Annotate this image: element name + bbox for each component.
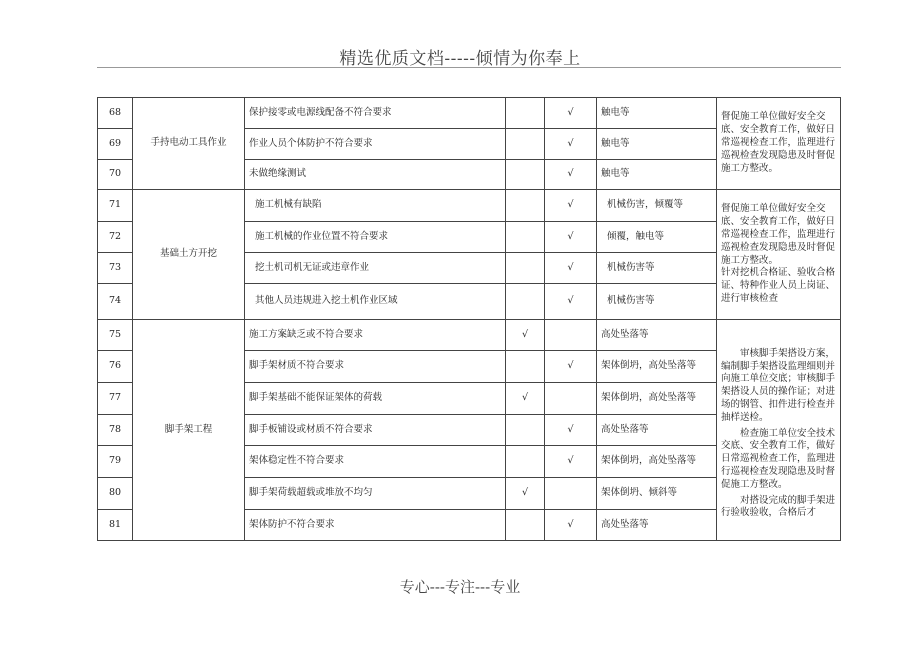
row-number: 69 [98,129,133,160]
hazard-description: 挖土机司机无证或违章作业 [245,253,506,284]
hazard-description: 脚手板铺设或材质不符合要求 [245,415,506,446]
consequence: 触电等 [597,98,717,129]
table-row [98,190,841,222]
consequence: 架体倒坍、倾斜等 [597,478,717,510]
row-number: 73 [98,253,133,284]
row-number: 71 [98,190,133,222]
check-col-1 [506,129,545,160]
group-earthwork: 基础土方开挖 [133,190,245,320]
hazard-description: 其他人员违规进入挖土机作业区域 [245,284,506,320]
check-col-1 [506,446,545,478]
hazard-description: 脚手架材质不符合要求 [245,351,506,383]
hazard-description: 作业人员个体防护不符合要求 [245,129,506,160]
consequence: 倾覆，触电等 [597,222,717,253]
check-col-1 [506,160,545,190]
table-row [98,98,841,129]
check-col-2: √ [545,510,597,541]
table-row [98,320,841,351]
hazard-description: 施工机械的作业位置不符合要求 [245,222,506,253]
consequence: 架体倒坍，高处坠落等 [597,383,717,415]
consequence: 架体倒坍，高处坠落等 [597,446,717,478]
check-col-2: √ [545,129,597,160]
check-col-2 [545,320,597,351]
check-col-1 [506,351,545,383]
row-number: 78 [98,415,133,446]
check-col-2: √ [545,222,597,253]
check-col-2: √ [545,351,597,383]
check-col-2: √ [545,253,597,284]
hazard-description: 脚手架荷载超载或堆放不均匀 [245,478,506,510]
consequence: 高处坠落等 [597,415,717,446]
check-col-1: √ [506,478,545,510]
measure-text-accept: 对搭设完成的脚手架进行验收验收，合格后才 [721,494,836,519]
consequence: 机械伤害，倾覆等 [597,190,717,222]
row-number: 68 [98,98,133,129]
header-divider [97,67,841,68]
row-number: 76 [98,351,133,383]
measure-text-license: 针对挖机合格证、验收合格证、特种作业人员上岗证、进行审核检查 [721,267,836,304]
page-header: 精选优质文档-----倾情为你奉上 [339,49,581,69]
row-number: 70 [98,160,133,190]
check-col-1: √ [506,383,545,415]
check-col-1 [506,253,545,284]
check-col-2: √ [545,446,597,478]
row-number: 74 [98,284,133,320]
measure-handtools [717,98,841,190]
row-number: 77 [98,383,133,415]
check-col-1 [506,284,545,320]
check-col-2 [545,478,597,510]
hazard-description: 保护接零或电源线配备不符合要求 [245,98,506,129]
consequence: 触电等 [597,160,717,190]
hazard-description: 施工机械有缺陷 [245,190,506,222]
measure-earthwork [717,190,841,320]
measure-text: 督促施工单位做好安全交底、安全教育工作，做好日常巡视检查工作，监理进行巡视检查发现隐患及时督促施工方整改。 [721,203,836,266]
check-col-1 [506,190,545,222]
row-number: 81 [98,510,133,541]
check-col-2: √ [545,284,597,320]
page-footer: 专心---专注---专业 [399,578,521,596]
check-col-1: √ [506,320,545,351]
measure-scaffold [717,320,841,541]
risk-table [97,97,841,541]
consequence: 机械伤害等 [597,284,717,320]
group-handtools: 手持电动工具作业 [133,98,245,190]
check-col-1 [506,510,545,541]
check-col-2: √ [545,160,597,190]
hazard-description: 架体防护不符合要求 [245,510,506,541]
check-col-2: √ [545,415,597,446]
measure-text: 督促施工单位做好安全交底、安全教育工作，做好日常巡视检查工作，监理进行巡视检查发现隐患及时督促施工方整改。 [721,111,836,174]
hazard-description: 脚手架基础不能保证架体的荷载 [245,383,506,415]
consequence: 高处坠落等 [597,510,717,541]
consequence: 高处坠落等 [597,320,717,351]
check-col-1 [506,415,545,446]
group-scaffold: 脚手架工程 [133,320,245,541]
check-col-2 [545,383,597,415]
consequence: 机械伤害等 [597,253,717,284]
row-number: 75 [98,320,133,351]
consequence: 触电等 [597,129,717,160]
consequence: 架体倒坍，高处坠落等 [597,351,717,383]
check-col-2: √ [545,190,597,222]
hazard-description: 施工方案缺乏或不符合要求 [245,320,506,351]
check-col-1 [506,98,545,129]
row-number: 79 [98,446,133,478]
measure-text-inspect: 检查施工单位安全技术交底、安全教育工作，做好日常巡视检查工作，监理进行巡视检查发现隐患及时督促施工方整改。 [721,427,836,490]
check-col-2: √ [545,98,597,129]
row-number: 80 [98,478,133,510]
row-number: 72 [98,222,133,253]
hazard-description: 架体稳定性不符合要求 [245,446,506,478]
check-col-1 [506,222,545,253]
measure-text-plan: 审核脚手架搭设方案，编制脚手架搭设监理细则并向施工单位交底；审核脚手架搭设人员的操作证；对进场的钢管、扣件进行检查并抽样送检。 [721,347,836,423]
hazard-description: 未做绝缘测试 [245,160,506,190]
